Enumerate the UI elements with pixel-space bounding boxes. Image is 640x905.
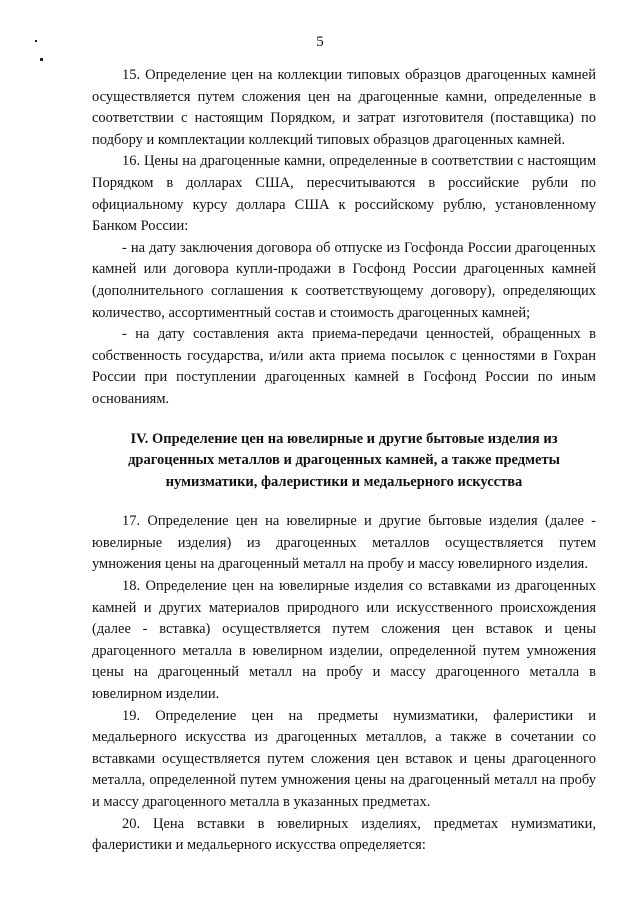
paragraph-19: 19. Определение цен на предметы нумизматики, фалеристики и медальерного искусства из драгоценных металлов, а также в сочетании со вставками осуществляется путем сложения цен вставок и цены драгоценного металла, определенной путем умножения цены на драгоценный металл на пробу и массу драгоценного металла в указанных предметах.: [92, 707, 596, 810]
section-heading: IV. Определение цен на ювелирные и другие бытовые изделия из драгоценных металлов и драгоценных камней, а также предметы нумизматики, фалеристики и медальерного искусства: [128, 430, 560, 490]
paragraph-20: 20. Цена вставки в ювелирных изделиях, предметах нумизматики, фалеристики и медальерного искусства определяется:: [92, 815, 596, 854]
paragraph-18: 18. Определение цен на ювелирные изделия со вставками из драгоценных камней и других материалов природного или искусственного происхождения (далее - вставка) осуществляется путем сложения цен вставок и цены драгоценного металла в ювелирном изделии, определенной путем умножения цены на драгоценный металл на пробу и массу драгоценного металла в ювелирном изделии.: [92, 578, 596, 703]
list-item-act-date: - на дату составления акта приема-передачи ценностей, обращенных в собственность государства, и/или акта приема посылок с ценностями в Гохран России при поступлении драгоценных камней в Госфонд России по иным основаниям.: [92, 326, 596, 407]
paragraph-15: 15. Определение цен на коллекции типовых образцов драгоценных камней осуществляется путем сложения цен на драгоценные камни, определенные в соответствии с настоящим Порядком, и затрат изготовителя (поставщика) по подбору и комплектации коллекций типовых образцов драгоценных камней.: [92, 67, 596, 148]
page-number: 5: [316, 34, 324, 50]
paragraph-17: 17. Определение цен на ювелирные и другие бытовые изделия (далее - ювелирные изделия) из драгоценных металлов осуществляется путем умножения цены на драгоценный металл на пробу и массу ювелирного изделия.: [92, 513, 596, 573]
scan-speck: [40, 58, 43, 61]
paragraph-16: 16. Цены на драгоценные камни, определенные в соответствии с настоящим Порядком в долларах США, пересчитываются в российские рубли по официальному курсу доллара США к российскому рублю, установленному Банком России:: [92, 153, 596, 235]
list-item-contract-date: - на дату заключения договора об отпуске из Госфонда России драгоценных камней или договора купли-продажи в Госфонд России драгоценных камней (дополнительного соглашения к соответствующему договору), определяющих количество, ассортиментный состав и стоимость драгоценных камней;: [92, 239, 596, 321]
document-body: [92, 65, 596, 857]
